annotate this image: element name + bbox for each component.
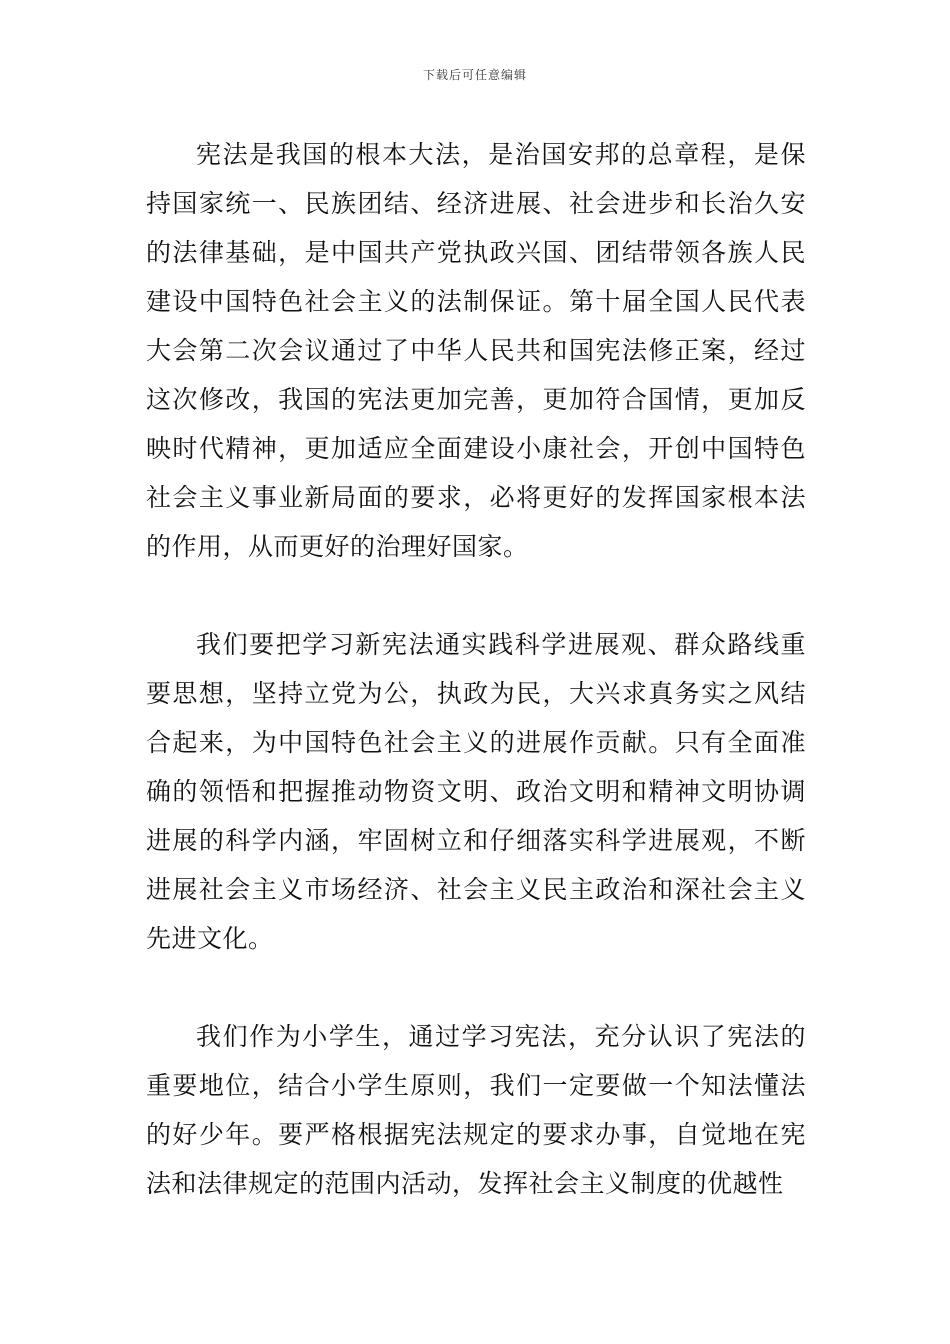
document-body (146, 130, 806, 1208)
paragraph-2: 我们要把学习新宪法通实践科学进展观、群众路线重要思想，坚持立党为公，执政为民，大兴求真务实之风结合起来，为中国特色社会主义的进展作贡献。只有全面准确的领悟和把握推动物资文明、政治文明和精神文明协调进展的科学内涵，牢固树立和仔细落实科学进展观，不断进展社会主义市场经济、社会主义民主政治和深社会主义先进文化。 (146, 630, 806, 953)
paragraph-1: 宪法是我国的根本大法，是治国安邦的总章程，是保持国家统一、民族团结、经济进展、社会进步和长治久安的法律基础，是中国共产党执政兴国、团结带领各族人民建设中国特色社会主义的法制保证。第十届全国人民代表大会第二次会议通过了中华人民共和国宪法修正案，经过这次修改，我国的宪法更加完善，更加符合国情，更加反映时代精神，更加适应全面建设小康社会，开创中国特色社会主义事业新局面的要求，必将更好的发挥国家根本法的作用，从而更好的治理好国家。 (146, 140, 806, 561)
paragraph-3: 我们作为小学生，通过学习宪法，充分认识了宪法的重要地位，结合小学生原则，我们一定要做一个知法懂法的好少年。要严格根据宪法规定的要求办事，自觉地在宪法和法律规定的范围内活动，发挥社会主义制度的优越性 (146, 1022, 806, 1198)
header-note: 下载后可任意编辑 (422, 68, 527, 82)
